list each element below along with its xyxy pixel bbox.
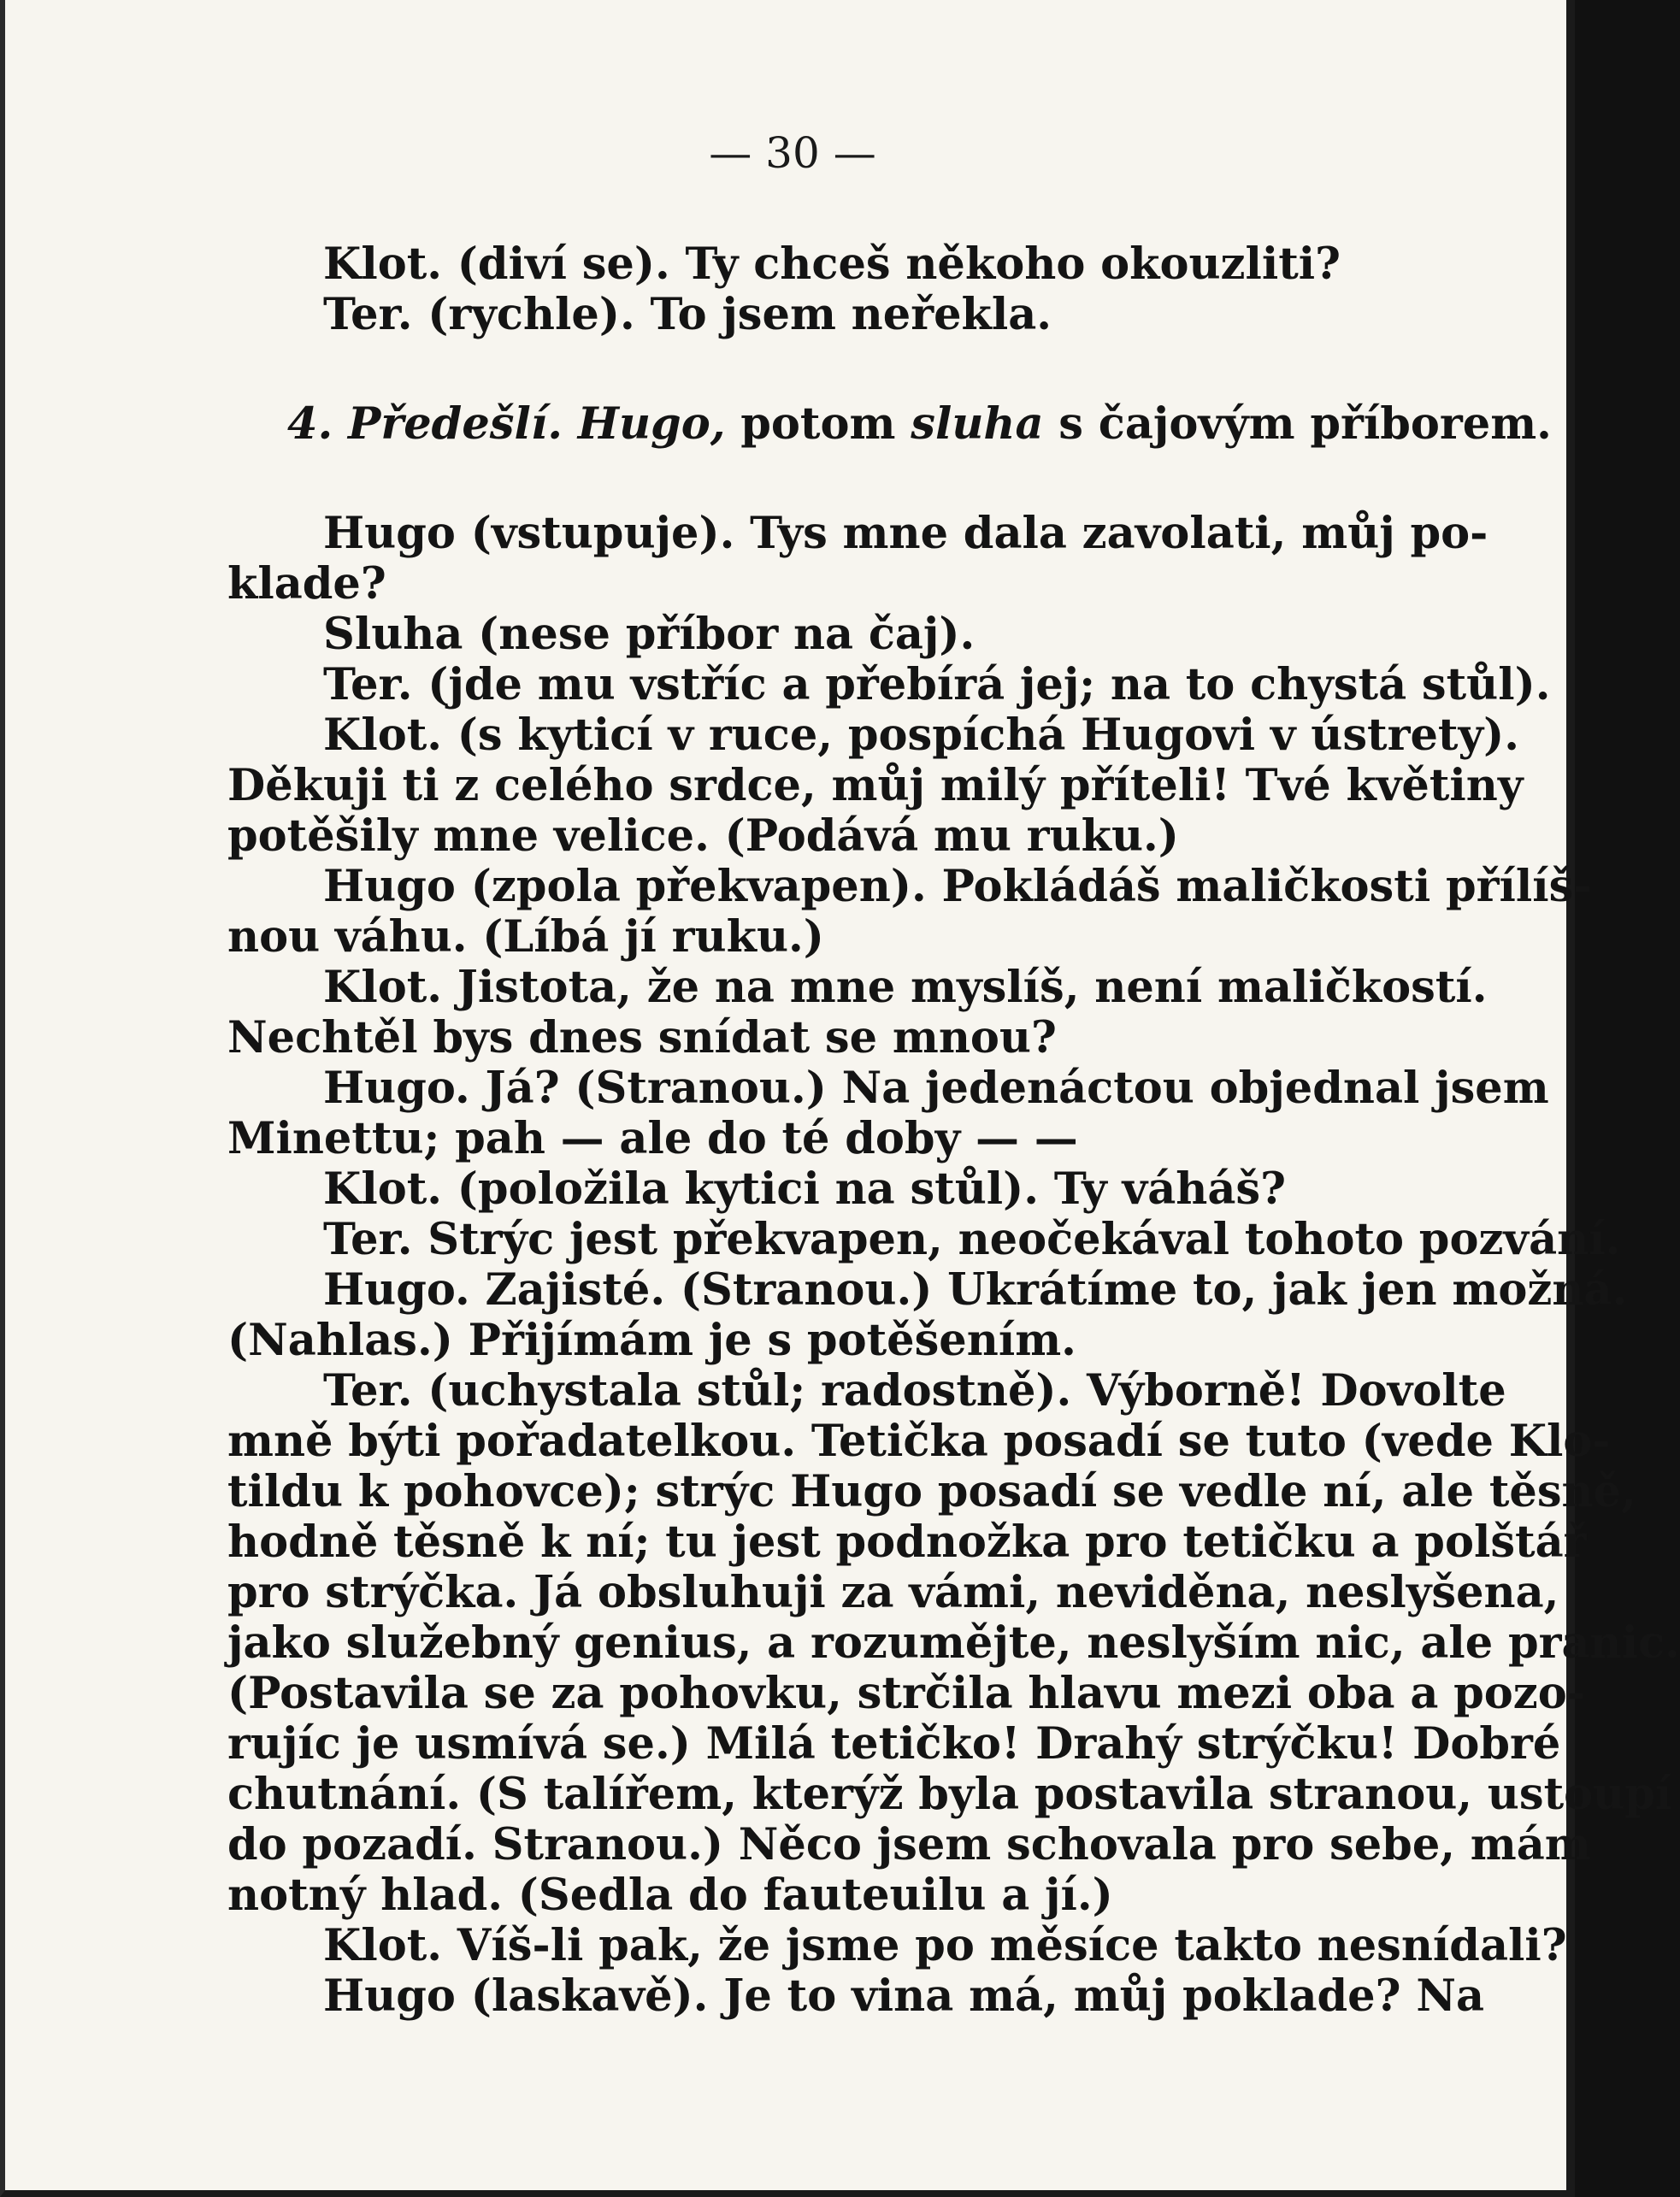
text-line: jako služebný genius, a rozumějte, neslyším nic, ale pranic.	[227, 1617, 1680, 1669]
text-line: Minettu; pah — ale do té doby — —	[227, 1113, 1078, 1164]
text-line: Hugo (vstupuje). Tys mne dala zavolati, můj po-	[323, 508, 1488, 559]
text-line: mně býti pořadatelkou. Tetička posadí se tuto (vede Klo-	[227, 1416, 1611, 1467]
text-line: Ter. (uchystala stůl; radostně). Výborně! Dovolte	[323, 1365, 1506, 1417]
text-line: chutnání. (S talířem, kterýž byla postavila stranou, ustoupí	[227, 1769, 1672, 1820]
page-number: — 30 —	[709, 128, 876, 178]
scene-heading-part: Hugo,	[577, 398, 726, 450]
text-line: Děkuji ti z celého srdce, můj milý příteli! Tvé květiny	[227, 760, 1524, 811]
spacer	[227, 450, 1484, 509]
text-line: (Postavila se za pohovku, strčila hlavu mezi oba a pozo-	[227, 1668, 1585, 1719]
text-line: Hugo (laskavě). Je to vina má, můj poklade? Na	[323, 1970, 1484, 2022]
text-line: rujíc je usmívá se.) Milá tetičko! Drahý strýčku! Dobré	[227, 1718, 1561, 1770]
text-line: Klot. (diví se). Ty chceš někoho okouzliti?	[323, 239, 1341, 290]
scene-heading-part: potom	[740, 398, 896, 450]
text-line: Ter. (jde mu vstříc a přebírá jej; na to chystá stůl).	[323, 659, 1551, 710]
text-line: Ter. Strýc jest překvapen, neočekával tohoto pozvání.	[323, 1214, 1621, 1265]
text-line: pro strýčka. Já obsluhuji za vámi, neviděna, neslyšena,	[227, 1567, 1559, 1618]
spacer	[227, 340, 1484, 399]
text-line: klade?	[227, 558, 386, 610]
text-line: notný hlad. (Sedla do fauteuilu a jí.)	[227, 1870, 1113, 1921]
text-line: (Nahlas.) Přijímám je s potěšením.	[227, 1315, 1076, 1366]
text-line: Sluha (nese příbor na čaj).	[323, 609, 976, 660]
text-line: hodně těsně k ní; tu jest podnožka pro tetičku a polštář	[227, 1517, 1587, 1568]
text-line: tildu k pohovce); strýc Hugo posadí se vedle ní, ale těsně,	[227, 1466, 1636, 1517]
scene-heading-part: Předešlí.	[348, 398, 563, 450]
scene-heading	[227, 398, 1552, 450]
scene-heading-part: sluha	[911, 398, 1044, 450]
text-line: Nechtěl bys dnes snídat se mnou?	[227, 1012, 1057, 1063]
text-line: do pozadí. Stranou.) Něco jsem schovala pro sebe, mám	[227, 1819, 1591, 1870]
scene-heading-part: s čajovým příborem.	[1058, 398, 1552, 450]
text-line: Hugo. Zajisté. (Stranou.) Ukrátíme to, jak jen možná.	[323, 1264, 1628, 1316]
text-line: Klot. (s kyticí v ruce, pospíchá Hugovi v ústrety).	[323, 710, 1520, 761]
page-text	[227, 239, 1680, 2022]
scene-number: 4.	[287, 398, 333, 450]
dialogue-block	[227, 508, 1680, 2022]
text-line: Klot. Víš-li pak, že jsme po měsíce takto nesnídali?	[323, 1920, 1567, 1971]
text-line: potěšily mne velice. (Podává mu ruku.)	[227, 810, 1179, 862]
text-line: Hugo (zpola překvapen). Pokládáš maličkosti přílíš-	[323, 861, 1592, 912]
text-line: Klot. Jistota, že na mne myslíš, není maličkostí.	[323, 962, 1488, 1013]
text-line: Hugo. Já? (Stranou.) Na jedenáctou objednal jsem	[323, 1063, 1549, 1114]
text-line: Klot. (položila kytici na stůl). Ty váháš?	[323, 1163, 1286, 1215]
text-line: nou váhu. (Líbá jí ruku.)	[227, 911, 824, 963]
text-line: Ter. (rychle). To jsem neřekla.	[323, 289, 1052, 340]
